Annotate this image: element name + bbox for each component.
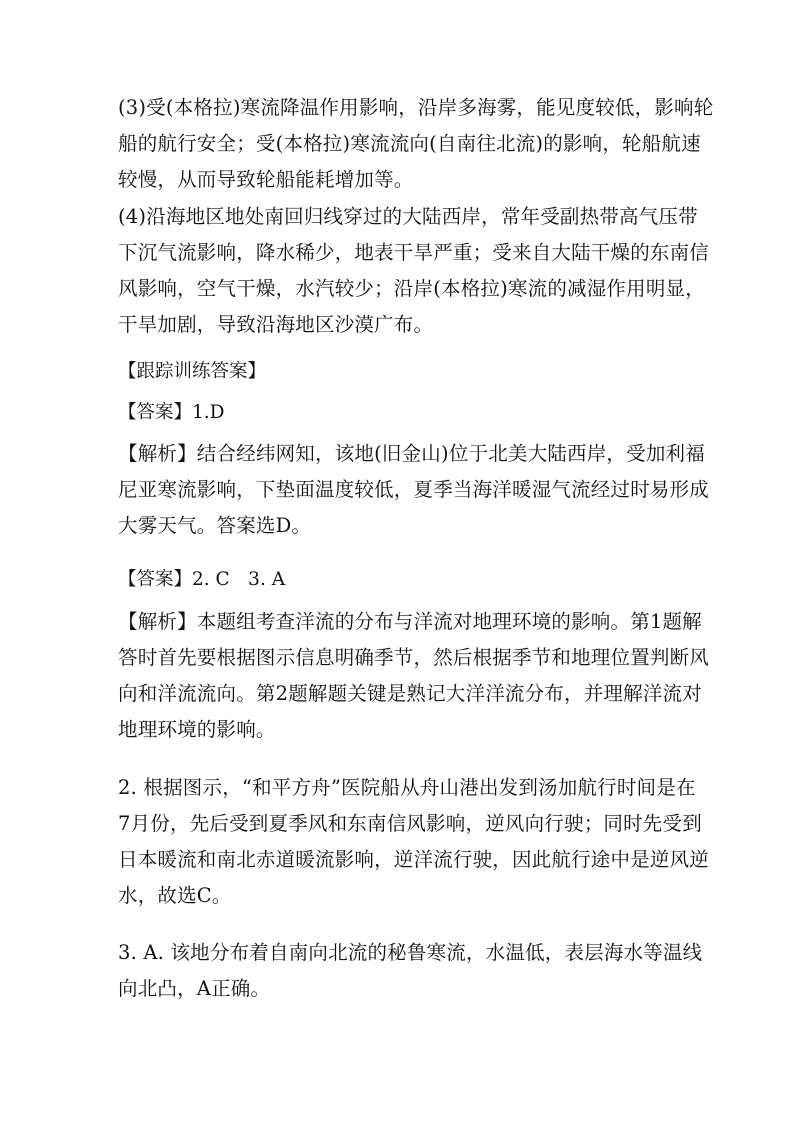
text-line: (3)受(本格拉)寒流降温作用影响，沿岸多海雾，能见度较低，影响轮 bbox=[118, 96, 714, 119]
text-line: 答时首先要根据图示信息明确季节，然后根据季节和地理位置判断风 bbox=[118, 646, 710, 669]
text-line: 【解析】本题组考查洋流的分布与洋流对地理环境的影响。第1题解 bbox=[118, 610, 702, 633]
text-line: (4)沿海地区地处南回归线穿过的大陆西岸，常年受副热带高气压带 bbox=[118, 205, 698, 228]
tracking-answers-heading: 【跟踪训练答案】 bbox=[118, 361, 267, 382]
text-line: 2. 根据图示，“和平方舟”医院船从舟山港出发到汤加航行时间是在 bbox=[118, 776, 696, 799]
text-line: 【解析】结合经纬网知，该地(旧金山)位于北美大陆西岸，受加利福 bbox=[118, 442, 705, 465]
text-line: 日本暖流和南北赤道暖流影响，逆洋流行驶，因此航行途中是逆风逆 bbox=[118, 848, 710, 871]
text-line: 尼亚寒流影响，下垫面温度较低，夏季当海洋暖湿气流经过时易形成 bbox=[118, 478, 710, 501]
analysis-1 bbox=[118, 436, 710, 544]
question-3-explanation bbox=[118, 935, 703, 1007]
answer-1: 【答案】1.D bbox=[118, 402, 225, 423]
text-line: 风影响，空气干燥，水汽较少；沿岸(本格拉)寒流的减湿作用明显， bbox=[118, 277, 705, 300]
text-line: 干旱加剧，导致沿海地区沙漠广布。 bbox=[118, 313, 434, 336]
paragraph-section-3 bbox=[118, 90, 714, 198]
text-line: 水，故选C。 bbox=[118, 884, 232, 907]
text-line: 向北凸，A正确。 bbox=[118, 977, 271, 1000]
text-line: 下沉气流影响，降水稀少，地表干旱严重；受来自大陆干燥的东南信 bbox=[118, 241, 710, 264]
text-line: 向和洋流流向。第2题解题关键是熟记大洋洋流分布，并理解洋流对 bbox=[118, 682, 702, 705]
text-line: 大雾天气。答案选D。 bbox=[118, 514, 312, 537]
analysis-2 bbox=[118, 604, 710, 748]
answer-2-3: 【答案】2. C 3. A bbox=[118, 569, 286, 590]
text-line: 3. A. 该地分布着自南向北流的秘鲁寒流，水温低，表层海水等温线 bbox=[118, 941, 703, 964]
text-line: 地理环境的影响。 bbox=[118, 718, 276, 741]
text-line: 7月份，先后受到夏季风和东南信风影响，逆风向行驶；同时先受到 bbox=[118, 812, 702, 835]
text-line: 船的航行安全；受(本格拉)寒流流向(自南往北流)的影响，轮船航速 bbox=[118, 132, 701, 155]
question-2-explanation bbox=[118, 770, 710, 914]
paragraph-section-4 bbox=[118, 199, 710, 343]
text-line: 较慢，从而导致轮船能耗增加等。 bbox=[118, 168, 414, 191]
